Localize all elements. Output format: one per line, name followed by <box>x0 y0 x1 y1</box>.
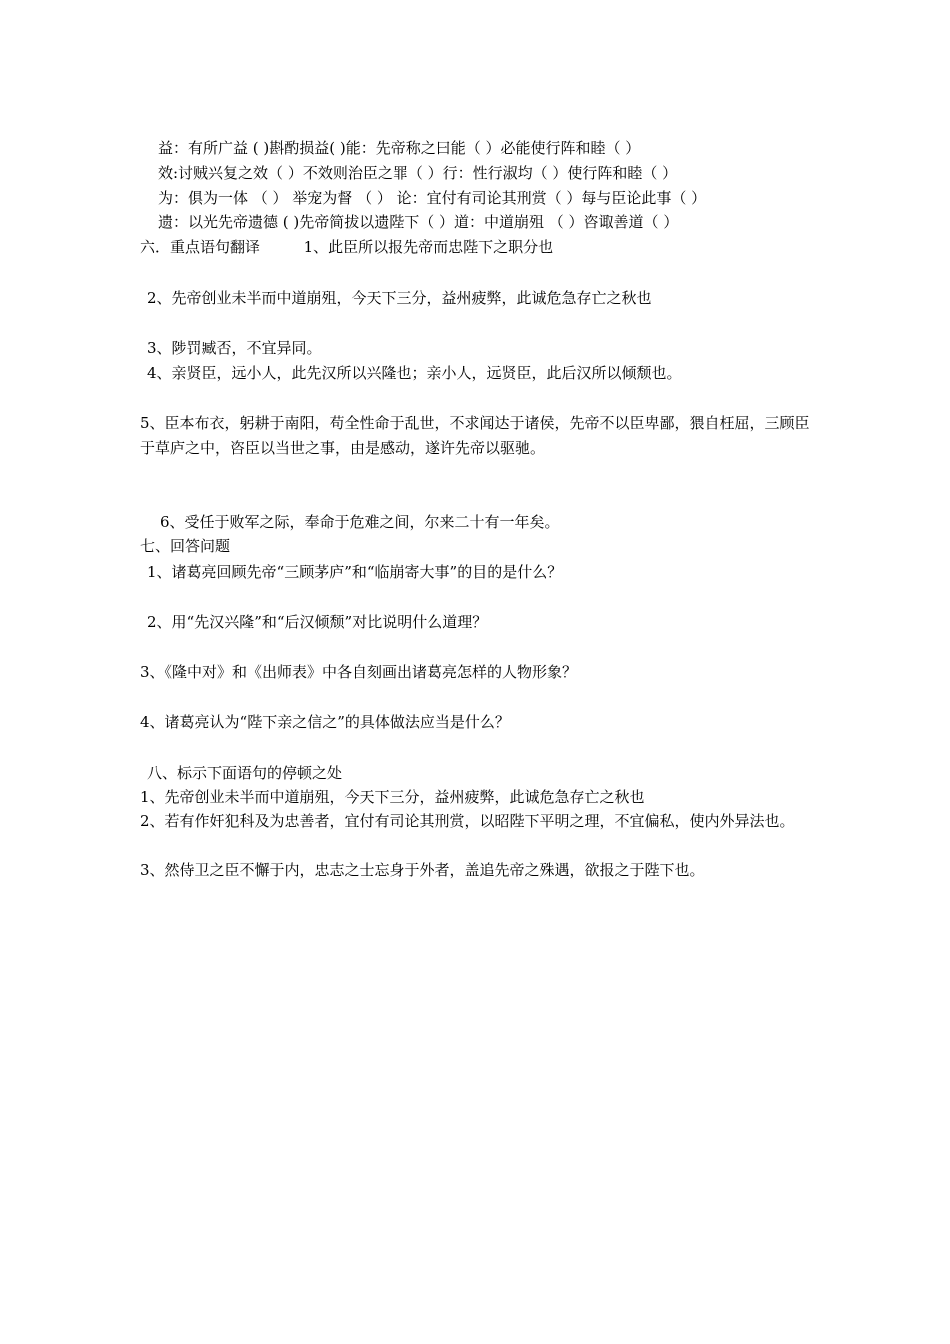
translation-item-6: 6、受任于败军之际，奉命于危难之间，尔来二十有一年矣。 <box>160 513 560 531</box>
vocab-line-yi2: 遗：以光先帝遗德 ( )先帝简拔以遗陛下（ ）道：中道崩殂 （ ）咨诹善道（ ） <box>158 213 679 231</box>
section8-heading: 八、标示下面语句的停顿之处 <box>147 764 343 782</box>
vocab-line-yi: 益：有所广益 ( )斟酌损益( )能：先帝称之曰能（ ）必能使行阵和睦（ ） <box>158 139 641 157</box>
translation-item-1: 1、此臣所以报先帝而忠陛下之职分也 <box>303 238 554 256</box>
pause-item-2: 2、若有作奸犯科及为忠善者，宜付有司论其刑赏，以昭陛下平明之理，不宜偏私，使内外异法也。 <box>140 812 795 830</box>
section6-heading: 六．重点语句翻译 <box>140 238 261 256</box>
pause-item-3: 3、然侍卫之臣不懈于内，忠志之士忘身于外者，盖追先帝之殊遇，欲报之于陛下也。 <box>140 861 705 879</box>
translation-item-4: 4、亲贤臣，远小人，此先汉所以兴隆也；亲小人，远贤臣，此后汉所以倾颓也。 <box>147 364 682 382</box>
pause-item-1: 1、先帝创业未半而中道崩殂，今天下三分，益州疲弊，此诚危急存亡之秋也 <box>140 788 645 806</box>
question-item-2: 2、用“先汉兴隆”和“后汉倾颓”对比说明什么道理？ <box>147 613 488 631</box>
translation-item-2: 2、先帝创业未半而中道崩殂，今天下三分，益州疲弊，此诚危急存亡之秋也 <box>147 289 652 307</box>
vocab-line-wei: 为：俱为一体 （ ） 举宠为督 （ ） 论：宜付有司论其刑赏（ ）每与臣论此事（ ） <box>158 189 707 207</box>
section6-row <box>140 237 820 257</box>
vocab-line-xiao: 效:讨贼兴复之效（ ）不效则治臣之罪（ ）行：性行淑均（ ）使行阵和睦（ ） <box>158 164 678 182</box>
section7-heading: 七、回答问题 <box>140 537 231 555</box>
question-item-1: 1、诸葛亮回顾先帝“三顾茅庐”和“临崩寄大事”的目的是什么？ <box>147 563 563 581</box>
question-item-4: 4、诸葛亮认为“陛下亲之信之”的具体做法应当是什么？ <box>140 713 510 731</box>
question-item-3: 3、《隆中对》和《出师表》中各自刻画出诸葛亮怎样的人物形象？ <box>140 663 578 681</box>
translation-item-3: 3、陟罚臧否，不宜异同。 <box>147 339 322 357</box>
translation-item-5: 5、臣本布衣，躬耕于南阳，苟全性命于乱世，不求闻达于诸侯，先帝不以臣卑鄙，猥自枉屈，三顾臣于草庐之中，咨臣以当世之事，由是感动，遂许先帝以驱驰。 <box>140 414 810 457</box>
